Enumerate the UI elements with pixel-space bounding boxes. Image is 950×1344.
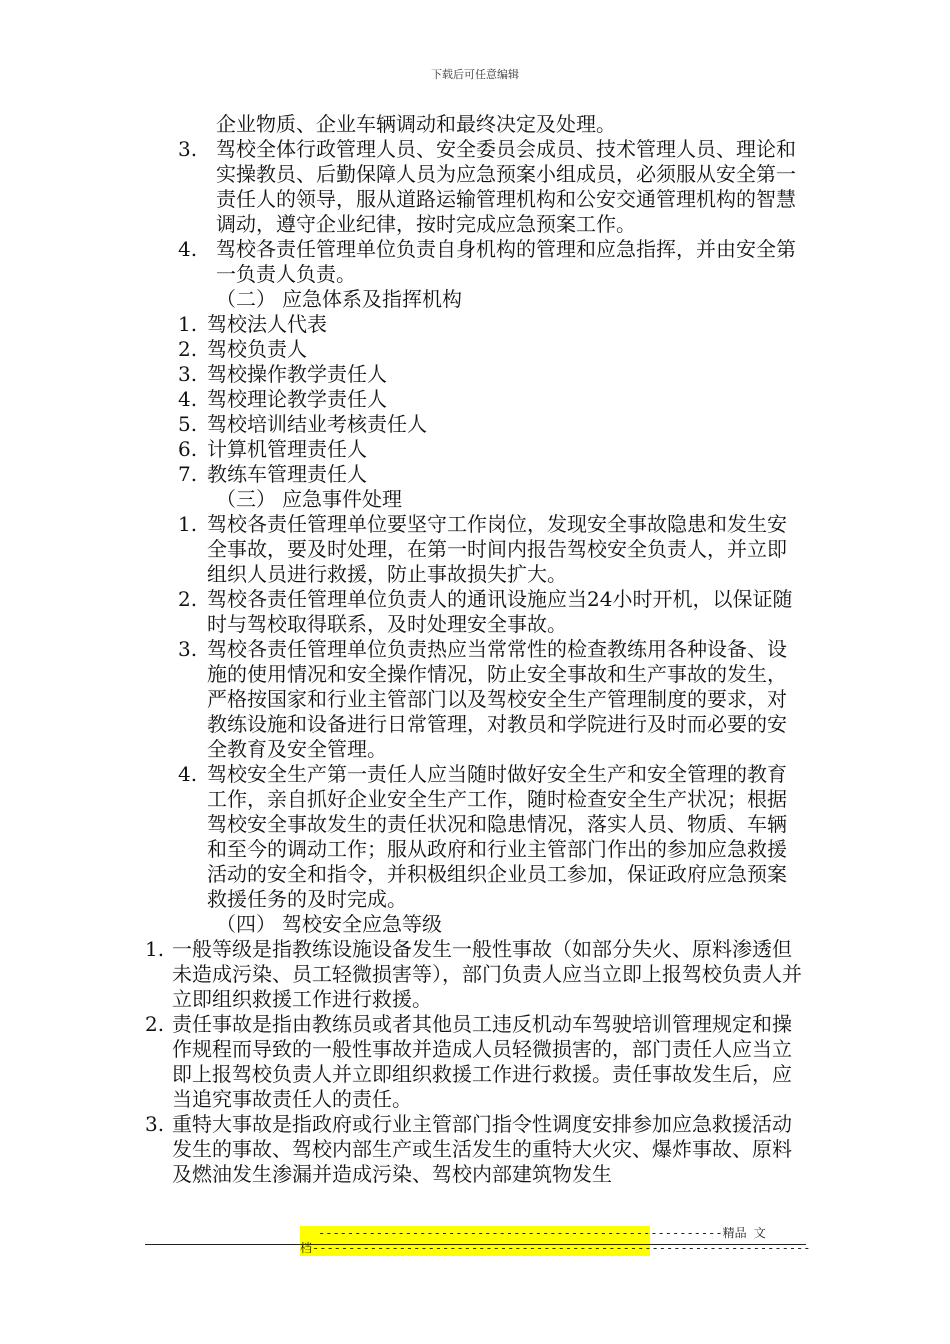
section-label: （三） <box>216 487 276 511</box>
section-4-heading <box>0 912 950 937</box>
list-item: 3. 重特大事故是指政府或行业主管部门指令性调度安排参加应急救援活动发生的事故、驾校内部生产或生活发生的重特大火灾、爆炸事故、原料及燃油发生渗漏并造成污染、驾校内部建筑物发生 <box>145 1112 792 1186</box>
document-body <box>0 112 950 1187</box>
section-title: 应急事件处理 <box>282 487 402 511</box>
section-label: （四） <box>216 912 276 936</box>
intro-continuation: 企业物质、企业车辆调动和最终决定及处理。 <box>216 112 616 136</box>
list-item: 1. 驾校法人代表 <box>178 312 327 336</box>
list-item: 2. 责任事故是指由教练员或者其他员工违反机动车驾驶培训管理规定和操作规程而导致的一般性事故并造成人员轻微损害的，部门责任人应当立即上报驾校负责人并立即组织救援工作进行救援。责任事故发生后，应当追究事故责任人的责任。 <box>145 1012 792 1111</box>
list-item: 2. 驾校各责任管理单位负责人的通讯设施应当24小时开机，以保证随时与驾校取得联系，及时处理安全事故。 <box>178 587 793 636</box>
section-3-heading <box>0 487 950 512</box>
section-2-heading <box>0 287 950 312</box>
list-text: 驾校各责任管理单位负责自身机构的管理和应急指挥，并由安全第一负责人负责。 <box>216 237 796 286</box>
list-item: 4. 驾校理论教学责任人 <box>178 387 387 411</box>
footer-watermark <box>300 1226 811 1256</box>
footer-line-2: 档--------------------------------------------------------------------- <box>300 1241 811 1255</box>
list-text: 驾校全体行政管理人员、安全委员会成员、技术管理人员、理论和实操教员、后勤保障人员为应急预案小组成员，必须服从安全第一责任人的领导，服从道路运输管理机构和公安交通管理机构的智慧调动，遵守企业纪律，按时完成应急预案工作。 <box>216 137 796 236</box>
intro-item-4 <box>0 237 950 287</box>
list-number: 4. <box>178 237 198 261</box>
list-number: 3. <box>178 137 198 161</box>
list-item: 2. 驾校负责人 <box>178 337 307 361</box>
footer-line-1: --------------------------------------------------------精品 文 <box>318 1226 766 1240</box>
list-item: 6. 计算机管理责任人 <box>178 437 367 461</box>
list-item: 5. 驾校培训结业考核责任人 <box>178 412 427 436</box>
list-item: 1. 驾校各责任管理单位要坚守工作岗位，发现安全事故隐患和发生安全事故，要及时处理，在第一时间内报告驾校安全负责人，并立即组织人员进行救援，防止事故损失扩大。 <box>178 512 787 586</box>
list-item: 3. 驾校各责任管理单位负责热应当常常性的检查教练用各种设备、设施的使用情况和安全操作情况，防止安全事故和生产事故的发生，严格按国家和行业主管部门以及驾校安全生产管理制度的要求，对教练设施和设备进行日常管理，对教员和学院进行及时而必要的安全教育及安全管理。 <box>178 637 787 761</box>
list-item: 3. 驾校操作教学责任人 <box>178 362 387 386</box>
section-title: 驾校安全应急等级 <box>282 912 442 936</box>
section-title: 应急体系及指挥机构 <box>282 287 462 311</box>
list-item: 1. 一般等级是指教练设施设备发生一般性事故（如部分失火、原料渗透但未造成污染、员工轻微损害等），部门负责人应当立即上报驾校负责人并立即组织救援工作进行救援。 <box>145 937 802 1011</box>
list-item: 4. 驾校安全生产第一责任人应当随时做好安全生产和安全管理的教育工作，亲自抓好企业安全生产工作，随时检查安全生产状况；根据驾校安全事故发生的责任状况和隐患情况，落实人员、物质、车辆和至今的调动工作；服从政府和行业主管部门作出的参加应急救援活动的安全和指令，并积极组织企业员工参加，保证政府应急预案救援任务的及时完成。 <box>178 762 787 911</box>
section-label: （二） <box>216 287 276 311</box>
intro-item-3 <box>0 137 950 237</box>
header-note: 下载后可任意编辑 <box>431 68 519 81</box>
footer-rule <box>145 1244 806 1245</box>
list-item: 7. 教练车管理责任人 <box>178 462 367 486</box>
